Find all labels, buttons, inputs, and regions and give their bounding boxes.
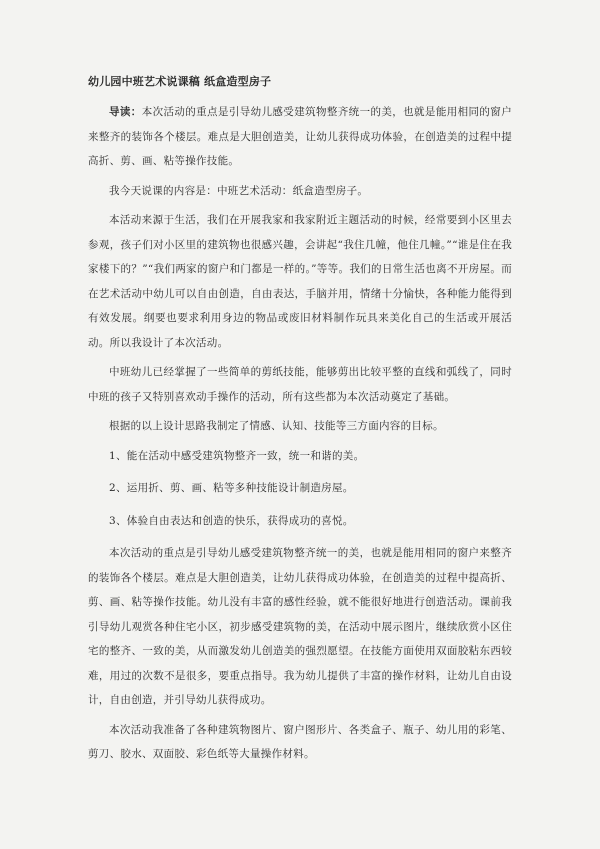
goal-item: 1、能在活动中感受建筑物整齐一致，统一和谐的美。 [109,449,365,462]
paragraph-key-points: 本次活动的重点是引导幼儿感受建筑物整齐统一的美，也就是能用相同的窗户来整齐的装饰各个楼层。难点是大胆创造美，让幼儿获得成功体验，在创造美的过程中提高折、剪、画、粘等操作技能。幼儿没有丰富的感性经验，就不能很好地进行创造活动。课前我引导幼儿观赏各种住宅小区，初步感受建筑物的美，在活动中展示图片，继续欣赏小区住宅的整齐、一致的美，从而激发幼儿创造美的强烈愿望。在技能方面使用双面胶粘东西较难，用过的次数不是很多，要重点指导。我为幼儿提供了丰富的操作材料，让幼儿自由设计，自由创造，并引导幼儿获得成功。 [88,547,512,706]
paragraph-goals-intro: 根据的以上设计思路我制定了情感、认知、技能等三方面内容的目标。 [109,420,444,432]
paragraph-children-ability: 中班幼儿已经掌握了一些简单的剪纸技能，能够剪出比较平整的直线和弧线了，同时中班的孩子又特别喜欢动手操作的活动，所有这些都为本次活动奠定了基础。 [88,366,512,403]
document-title: 幼儿园中班艺术说课稿 纸盒造型房子 [88,75,272,88]
lead-paragraph [88,100,512,174]
paragraph-materials: 本次活动我准备了各种建筑物图片、窗户图形片、各类盒子、瓶子、幼儿用的彩笔、剪刀、胶水、双面胶、彩色纸等大量操作材料。 [88,723,512,760]
paragraph-background: 本活动来源于生活，我们在开展我家和我家附近主题活动的时候，经常要到小区里去参观，孩子们对小区里的建筑物也很感兴趣，会讲起“我住几幢，他住几幢。”“谁是住在我家楼下的？”“我们两家的窗户和门都是一样的。”等等。我们的日常生活也离不开房屋。而在艺术活动中幼儿可以自由创造，自由表达，手脑并用，情绪十分愉快，各种能力能得到有效发展。纲要也要求利用身边的物品或废旧材料制作玩具来美化自己的生活或开展活动。所以我设计了本次活动。 [88,214,512,349]
lead-text: 本次活动的重点是引导幼儿感受建筑物整齐统一的美，也就是能用相同的窗户来整齐的装饰各个楼层。难点是大胆创造美，让幼儿获得成功体验，在创造美的过程中提高折、剪、画、粘等操作技能。 [88,106,512,167]
goal-item: 2、运用折、剪、画、粘等多种技能设计制造房屋。 [109,482,354,494]
lead-label: 导读： [109,106,142,118]
paragraph-topic: 我今天说课的内容是：中班艺术活动：纸盒造型房子。 [109,184,369,197]
goal-item: 3、体验自由表达和创造的快乐，获得成功的喜悦。 [109,514,354,527]
